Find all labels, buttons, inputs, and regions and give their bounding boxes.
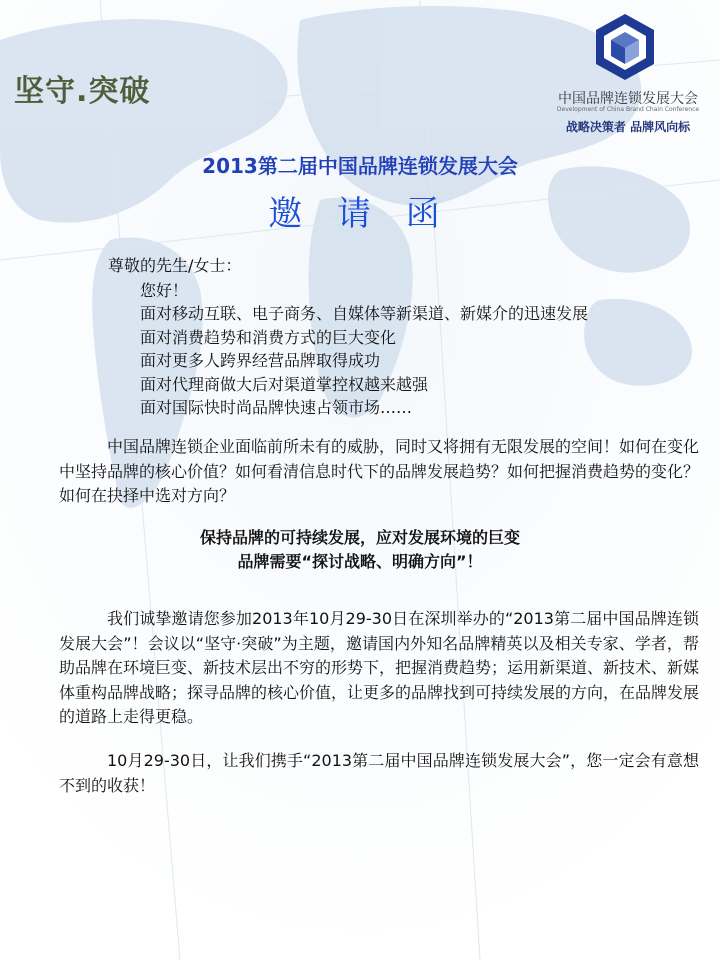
salutation: 尊敬的先生/女士： xyxy=(108,256,242,275)
logo-english-name: Development of China Brand Chain Conference xyxy=(556,106,700,113)
conference-headline: 2013第二届中国品牌连锁发展大会 xyxy=(202,154,518,178)
slogan: 坚守.突破 xyxy=(14,74,151,109)
paragraph-invitation: 我们诚挚邀请您参加2013年10月29-30日在深圳举办的“2013第二届中国品牌连锁发展大会”！会议以“坚守·突破”为主题，邀请国内外知名品牌精英以及相关专家、学者，帮助品牌在环境巨变、新技术层出不穷的形势下，把握消费趋势；运用新渠道、新技术、新媒体重构品牌战略；探寻品牌的核心价值，让更多的品牌找到可持续发展的方向，在品牌发展的道路上走得更稳。 xyxy=(59,609,700,726)
logo-tagline: 战略决策者 品牌风向标 xyxy=(565,120,691,134)
greeting-line: 面对代理商做大后对渠道掌控权越来越强 xyxy=(140,374,429,394)
greeting-lines xyxy=(140,279,588,419)
invitation-title: 邀 请 函 xyxy=(268,194,452,234)
greeting-line: 面对消费趋势和消费方式的巨大变化 xyxy=(140,327,397,347)
greeting-line: 面对国际快时尚品牌快速占领市场…… xyxy=(140,397,413,417)
paragraph-challenges: 中国品牌连锁企业面临前所未有的威胁，同时又将拥有无限发展的空间！如何在变化中坚持品牌的核心价值？如何看清信息时代下的品牌发展趋势？如何把握消费趋势的变化？如何在抉择中选对方向？ xyxy=(59,437,700,505)
cube-logo-icon xyxy=(596,14,654,80)
greeting-line: 面对移动互联、电子商务、自媒体等新渠道、新媒介的迅速发展 xyxy=(140,304,589,324)
emphasis-line: 保持品牌的可持续发展，应对发展环境的巨变 xyxy=(199,528,520,547)
emphasis-line: 品牌需要“探讨战略、明确方向”！ xyxy=(237,552,483,571)
greeting-line: 面对更多人跨界经营品牌取得成功 xyxy=(140,351,381,371)
greeting-line: 您好！ xyxy=(140,281,189,300)
logo-name: 中国品牌连锁发展大会 xyxy=(558,91,698,107)
paragraph-closing: 10月29-30日，让我们携手“2013第二届中国品牌连锁发展大会”，您一定会有意想不到的收获！ xyxy=(59,751,699,795)
